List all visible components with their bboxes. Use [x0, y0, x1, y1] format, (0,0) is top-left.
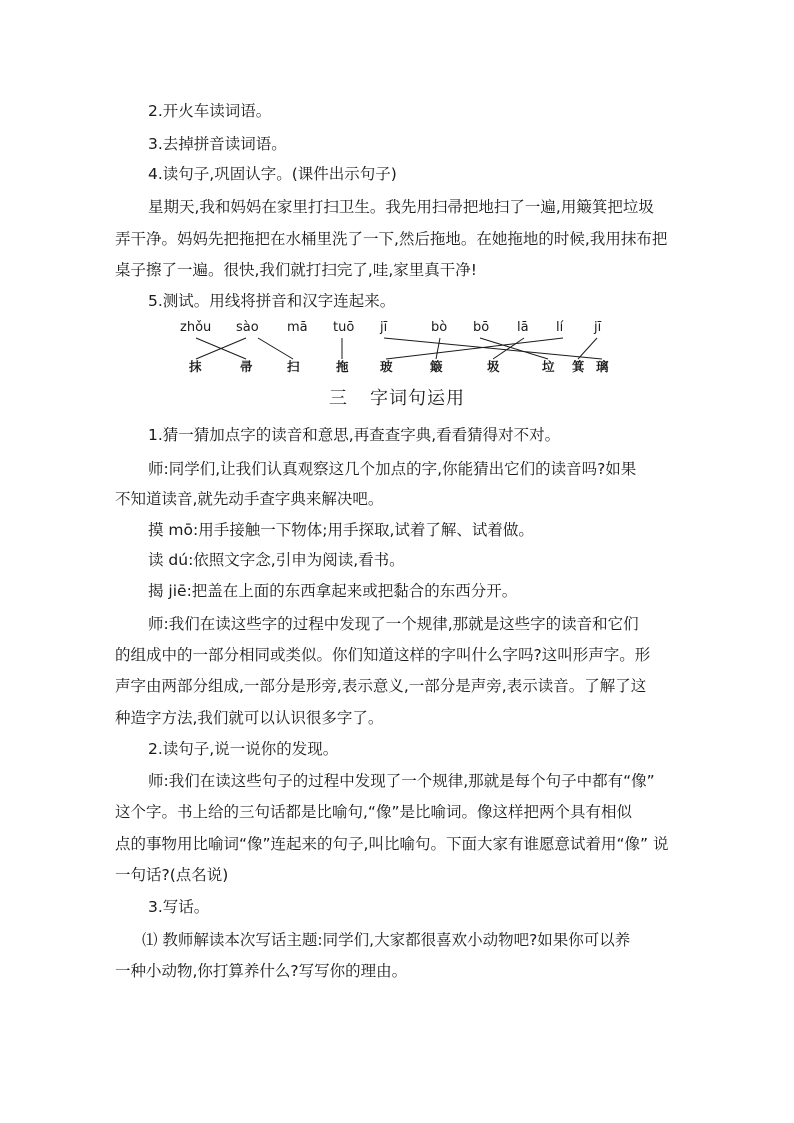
pinyin-label: mā [287, 320, 308, 335]
hanzi-label: 拖 [336, 359, 349, 374]
pinyin-label: jī [594, 320, 602, 335]
paragraph-line: 不知道读音,就先动手查字典来解决吧。 [115, 490, 384, 508]
paragraph-line: 这个字。书上给的三句话都是比喻句,“像”是比喻词。像这样把两个具有相似 [115, 803, 632, 821]
pinyin-label: bò [431, 320, 448, 335]
step-3: 3.去掉拼音读词语。 [148, 135, 287, 153]
paragraph-line: 点的事物用比喻词“像”连起来的句子,叫比喻句。下面大家有谁愿意试着用“像” 说 [115, 835, 669, 853]
pinyin-label: bō [473, 320, 490, 335]
pinyin-label: jī [380, 320, 388, 335]
paragraph-line: 种造字方法,我们就可以认识很多字了。 [115, 709, 384, 727]
pinyin-row [180, 320, 602, 335]
part2-heading: 2.读句子,说一说你的发现。 [148, 740, 339, 758]
hanzi-label: 扫 [287, 359, 300, 374]
section-heading [0, 384, 794, 410]
connector-line [258, 338, 293, 359]
section-title: 字词句运用 [370, 388, 465, 409]
paragraph-line: 桌子擦了一遍。很快,我们就打扫完了,哇,家里真干净! [115, 261, 477, 279]
paragraph-line: 弄干净。妈妈先把拖把在水桶里洗了一下,然后拖地。在她拖地的时候,我用抹布把 [115, 230, 668, 248]
pinyin-label: lí [556, 320, 564, 335]
pinyin-label: tuō [333, 320, 355, 335]
paragraph-line: 一种小动物,你打算养什么?写写你的理由。 [115, 962, 408, 980]
paragraph-line: 师:我们在读这些字的过程中发现了一个规律,那就是这些字的读音和它们 [148, 615, 639, 633]
part1-heading: 1.猜一猜加点字的读音和意思,再查查字典,看看猜得对不对。 [148, 426, 561, 444]
connector-lines [196, 338, 602, 359]
step-4: 4.读句子,巩固认字。(课件出示句子) [148, 165, 397, 183]
hanzi-label: 圾 [487, 359, 500, 374]
definition-mo: 摸 mō:用手接触一下物体;用手探取,试着了解、试着做。 [148, 521, 534, 539]
pinyin-label: lā [517, 320, 529, 335]
hanzi-label: 抹 [189, 359, 202, 374]
paragraph-line: 一句话?(点名说) [115, 866, 229, 884]
step-5: 5.测试。用线将拼音和汉字连起来。 [148, 292, 396, 310]
hanzi-label: 璃 [596, 359, 609, 374]
hanzi-label: 玻 [380, 359, 393, 374]
definition-du: 读 dú:依照文字念,引申为阅读,看书。 [148, 551, 405, 569]
paragraph-line: 声字由两部分组成,一部分是形旁,表示意义,一部分是声旁,表示读音。了解了这 [115, 677, 647, 695]
pinyin-label: sào [236, 320, 259, 335]
section-number: 三 [329, 388, 348, 409]
paragraph-line: 师:同学们,让我们认真观察这几个加点的字,你能猜出它们的读音吗?如果 [148, 460, 637, 478]
pinyin-label: zhǒu [180, 320, 212, 335]
hanzi-label: 簸 [430, 359, 443, 374]
hanzi-label: 箕 [572, 359, 585, 374]
step-2: 2.开火车读词语。 [148, 102, 272, 120]
hanzi-label: 帚 [240, 359, 253, 374]
part3-heading: 3.写话。 [148, 898, 210, 916]
paragraph-line: ⑴ 教师解读本次写话主题:同学们,大家都很喜欢小动物吧?如果你可以养 [142, 931, 631, 949]
definition-jie: 揭 jiē:把盖在上面的东西拿起来或把黏合的东西分开。 [148, 582, 518, 600]
connector-line [578, 338, 597, 359]
hanzi-label: 垃 [542, 359, 555, 374]
paragraph-line: 的组成中的一部分相同或类似。你们知道这样的字叫什么字吗?这叫形声字。形 [115, 646, 651, 664]
connector-line [436, 338, 440, 359]
hanzi-row [188, 359, 609, 374]
paragraph-line: 星期天,我和妈妈在家里打扫卫生。我先用扫帚把地扫了一遍,用簸箕把垃圾 [148, 198, 654, 216]
paragraph-line: 师:我们在读这些句子的过程中发现了一个规律,那就是每个句子中都有“像” [148, 772, 655, 790]
